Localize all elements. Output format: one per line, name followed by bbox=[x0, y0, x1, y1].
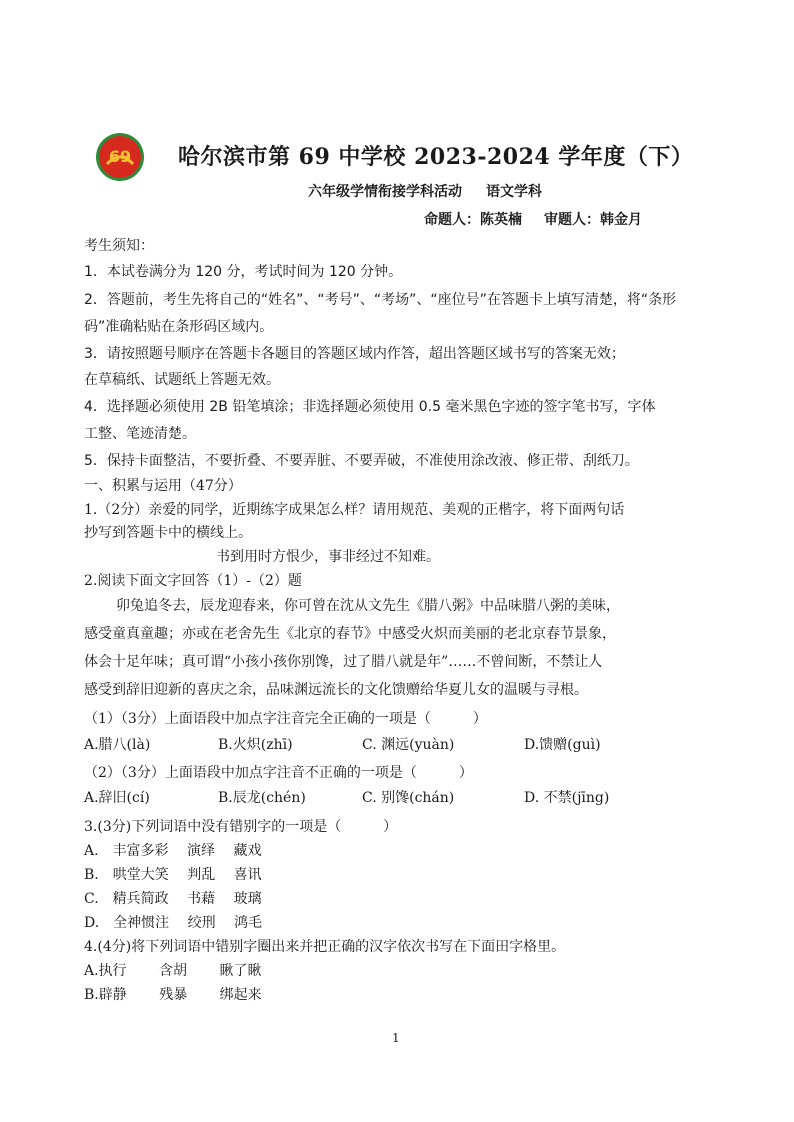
question-2-2: （2）（3分）上面语段中加点字注音不正确的一项是（ ） bbox=[84, 765, 473, 781]
notice-line: 5．保持卡面整洁，不要折叠、不要弄脏、不要弄破，不准使用涂改液、修正带、刮纸刀。 bbox=[84, 453, 639, 469]
option-d: D.馈赠(guì) bbox=[524, 737, 601, 753]
passage-line: 感受童真童趣；亦或在老舍先生《北京的春节》中感受火炽而美丽的老北京春节景象， bbox=[84, 626, 616, 642]
question-1-quote: 书到用时方恨少，事非经过不知难。 bbox=[216, 549, 440, 565]
q3-option: B. 哄堂大笑 判乱 喜讯 bbox=[84, 867, 262, 883]
subject-name: 语文学科 bbox=[486, 184, 542, 200]
q3-option: C. 精兵简政 书藉 玻璃 bbox=[84, 891, 262, 907]
notice-line: 码”准确粘贴在条形码区域内。 bbox=[84, 319, 274, 335]
question-2-1: （1）（3分）上面语段中加点字注音完全正确的一项是（ ） bbox=[84, 711, 487, 727]
question-4: 4.(4分)将下列词语中错别字圈出来并把正确的汉字依次书写在下面田字格里。 bbox=[84, 939, 566, 955]
q3-option: D. 全神惯注 绞刑 鸿毛 bbox=[84, 915, 263, 931]
page-title: 哈尔滨市第 69 中学校 2023-2024 学年度（下） bbox=[178, 144, 694, 170]
notice-line: 4．选择题必须使用 2B 铅笔填涂；非选择题必须使用 0.5 毫米黑色字迹的签字笔书写，字体 bbox=[84, 399, 656, 415]
question-2-heading: 2.阅读下面文字回答（1）-（2）题 bbox=[84, 573, 302, 589]
authors-line bbox=[424, 209, 642, 229]
q3-option: A. 丰富多彩 演绎 藏戏 bbox=[84, 843, 262, 859]
notice-line: 工整、笔迹清楚。 bbox=[84, 426, 196, 442]
activity-name: 六年级学情衔接学科活动 bbox=[308, 184, 462, 200]
notice-line: 1．本试卷满分为 120 分，考试时间为 120 分钟。 bbox=[84, 264, 403, 280]
q4-row: B.辟静 残暴 绑起来 bbox=[84, 987, 262, 1003]
section-heading: 一、积累与运用（47分） bbox=[84, 478, 242, 494]
school-logo-text: 69 bbox=[108, 147, 132, 166]
q4-row: A.执行 含胡 瞅了瞅 bbox=[84, 963, 262, 979]
notice-heading: 考生须知： bbox=[84, 238, 154, 254]
passage-line: 体会十足年味；真可谓“小孩小孩你别馋，过了腊八就是年”……不曾间断，不禁让人 bbox=[84, 654, 603, 670]
author-name: 命题人：陈英楠 bbox=[424, 212, 522, 228]
notice-line: 3．请按照题号顺序在答题卡各题目的答题区域内作答，超出答题区域书写的答案无效； bbox=[84, 346, 625, 362]
option-c: C. 渊远(yuàn) bbox=[362, 737, 455, 753]
page-number: 1 bbox=[392, 1031, 400, 1045]
passage-line: 卯兔追冬去，辰龙迎春来，你可曾在沈从文先生《腊八粥》中品味腊八粥的美味， bbox=[116, 598, 620, 614]
reviewer-name: 审题人：韩金月 bbox=[544, 212, 642, 228]
option-b: B.火炽(zhī) bbox=[218, 737, 293, 753]
notice-line: 2．答题前，考生先将自己的“姓名”、“考号”、“考场”、“座位号”在答题卡上填写清楚，将“条形 bbox=[84, 292, 677, 308]
passage-line: 感受到辞旧迎新的喜庆之余，品味渊远流长的文化馈赠给华夏儿女的温暖与寻根。 bbox=[84, 682, 588, 698]
option-c: C. 别馋(chán) bbox=[362, 790, 455, 806]
question-1-line1: 1.（2分）亲爱的同学，近期练字成果怎么样？请用规范、美观的正楷字，将下面两句话 bbox=[84, 502, 625, 518]
option-a: A.辞旧(cí) bbox=[84, 790, 150, 806]
question-1-line2: 抄写到答题卡中的横线上。 bbox=[84, 525, 252, 541]
option-a: A.腊八(là) bbox=[84, 737, 151, 753]
question-3: 3.(3分)下列词语中没有错别字的一项是（ ） bbox=[84, 819, 398, 835]
school-logo bbox=[95, 132, 145, 182]
notice-line: 在草稿纸、试题纸上答题无效。 bbox=[84, 372, 280, 388]
option-b: B.辰龙(chén) bbox=[218, 790, 306, 806]
option-d: D. 不禁(jīng) bbox=[524, 790, 610, 806]
exam-subtitle bbox=[308, 181, 542, 201]
